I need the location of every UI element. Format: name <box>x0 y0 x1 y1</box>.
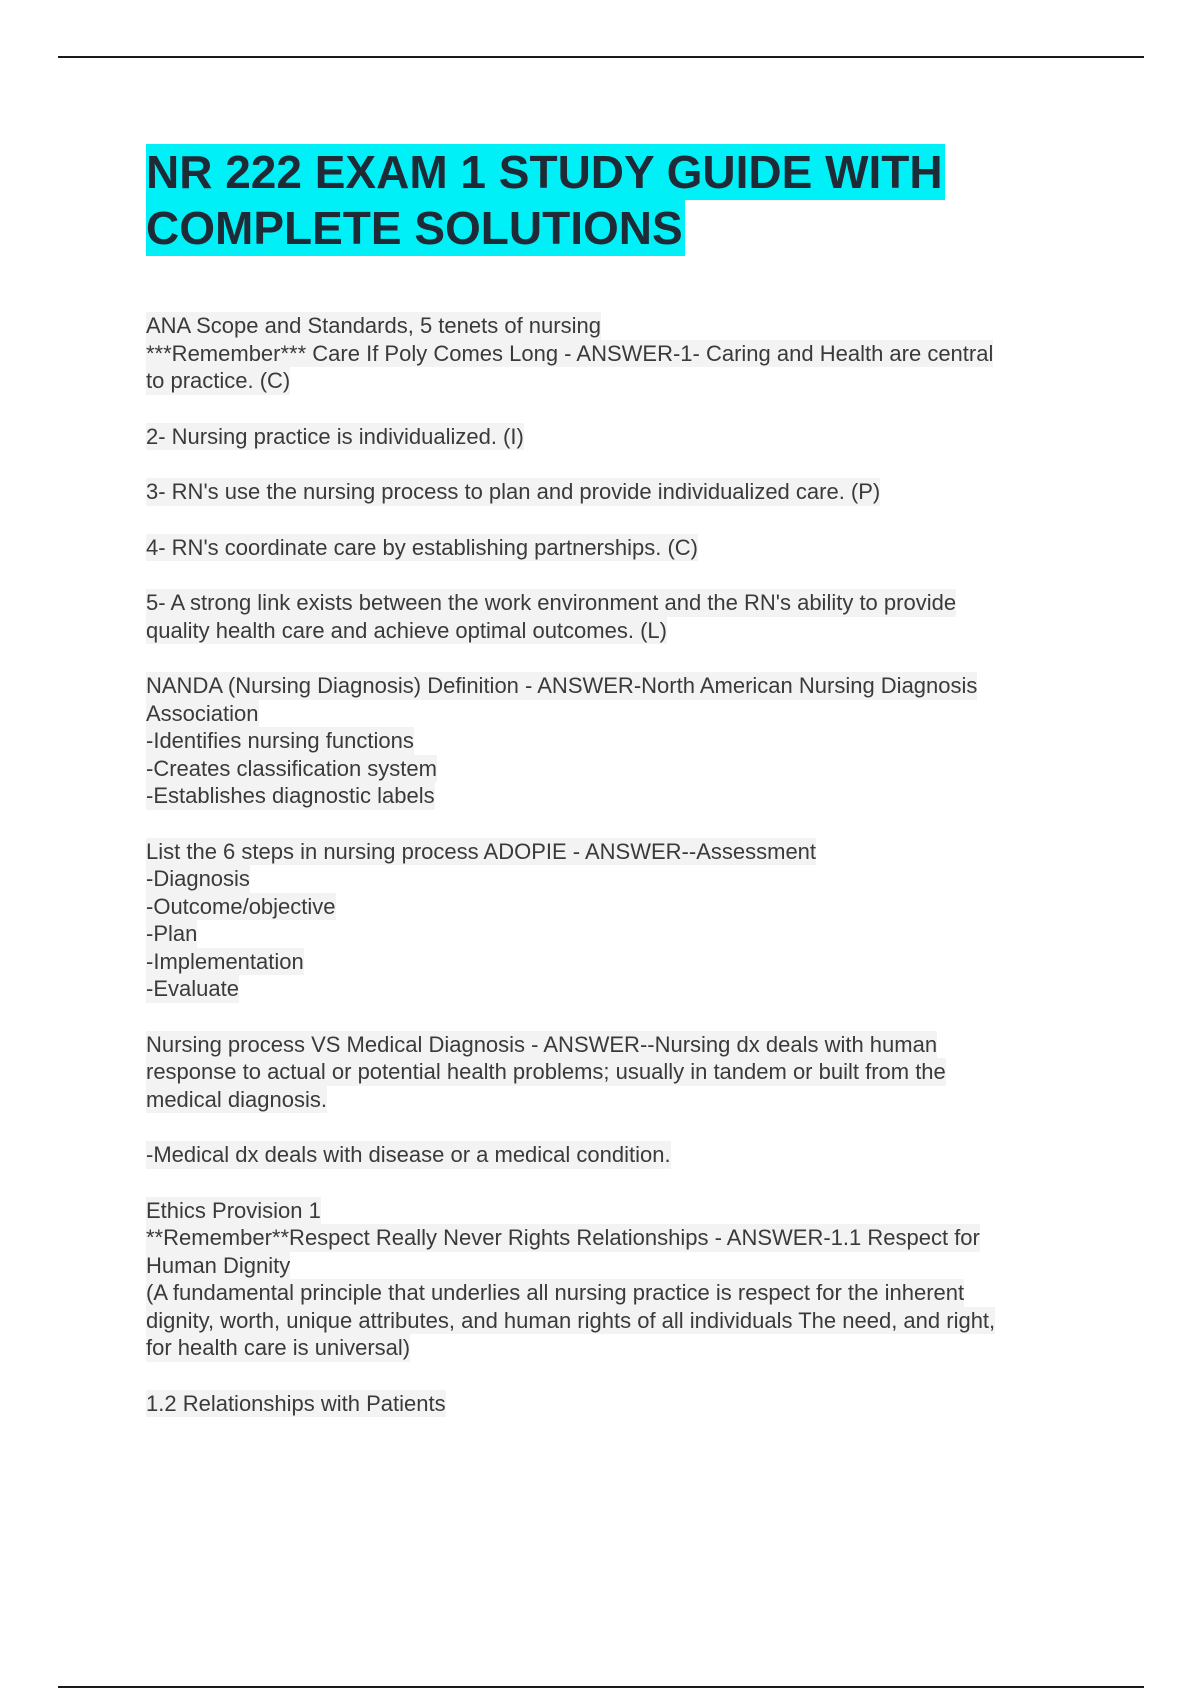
text-line: -Diagnosis <box>146 866 250 891</box>
document-title <box>146 144 945 256</box>
text-line: medical diagnosis. <box>146 1086 327 1112</box>
text-line: NANDA (Nursing Diagnosis) Definition - ANSWER-North American Nursing Diagnosis <box>146 673 978 698</box>
qa-paragraph <box>146 312 1096 395</box>
title-line-1: NR 222 EXAM 1 STUDY GUIDE WITH <box>146 146 943 198</box>
text-line: quality health care and achieve optimal outcomes. (L) <box>146 617 667 643</box>
bottom-rule <box>58 1686 1144 1688</box>
qa-paragraph <box>146 478 1096 506</box>
text-line: -Implementation <box>146 948 304 974</box>
text-line: Nursing process VS Medical Diagnosis - ANSWER--Nursing dx deals with human <box>146 1031 938 1057</box>
qa-paragraph <box>146 423 1096 451</box>
text-line: ***Remember*** Care If Poly Comes Long - ANSWER-1- Caring and Health are central <box>146 340 994 366</box>
text-line: dignity, worth, unique attributes, and human rights of all individuals The need, and right, <box>146 1307 996 1333</box>
text-line: Ethics Provision 1 <box>146 1197 321 1223</box>
text-line: -Creates classification system <box>146 755 437 781</box>
text-line: (A fundamental principle that underlies all nursing practice is respect for the inherent <box>146 1280 965 1305</box>
text-line: -Medical dx deals with disease or a medical condition. <box>146 1142 671 1167</box>
qa-paragraph <box>146 1390 1096 1418</box>
top-rule <box>58 56 1144 58</box>
text-line: -Establishes diagnostic labels <box>146 783 435 808</box>
text-line: 5- A strong link exists between the work environment and the RN's ability to provide <box>146 590 957 615</box>
text-line: 3- RN's use the nursing process to plan and provide individualized care. (P) <box>146 479 881 504</box>
text-line: for health care is universal) <box>146 1335 411 1360</box>
qa-paragraph <box>146 672 1096 810</box>
title-line-2: COMPLETE SOLUTIONS <box>146 202 683 254</box>
text-line: -Plan <box>146 921 198 946</box>
qa-paragraph <box>146 1141 1096 1169</box>
text-line: List the 6 steps in nursing process ADOPIE - ANSWER--Assessment <box>146 838 817 864</box>
text-line: 2- Nursing practice is individualized. (I) <box>146 423 524 449</box>
qa-paragraph <box>146 589 1096 644</box>
text-line: 1.2 Relationships with Patients <box>146 1390 446 1416</box>
qa-paragraph <box>146 1197 1096 1362</box>
text-line: **Remember**Respect Really Never Rights Relationships - ANSWER-1.1 Respect for <box>146 1225 980 1250</box>
qa-paragraph <box>146 838 1096 1003</box>
text-line: response to actual or potential health problems; usually in tandem or built from the <box>146 1059 946 1084</box>
text-line: ANA Scope and Standards, 5 tenets of nursing <box>146 313 601 338</box>
text-line: Human Dignity <box>146 1252 291 1278</box>
qa-paragraph <box>146 1031 1096 1114</box>
text-line: -Identifies nursing functions <box>146 728 414 753</box>
text-line: -Evaluate <box>146 976 239 1001</box>
qa-paragraph <box>146 534 1096 562</box>
text-line: to practice. (C) <box>146 368 291 393</box>
text-line: -Outcome/objective <box>146 893 336 919</box>
text-line: 4- RN's coordinate care by establishing partnerships. (C) <box>146 534 698 560</box>
text-line: Association <box>146 700 259 726</box>
document-body <box>146 312 1096 1445</box>
